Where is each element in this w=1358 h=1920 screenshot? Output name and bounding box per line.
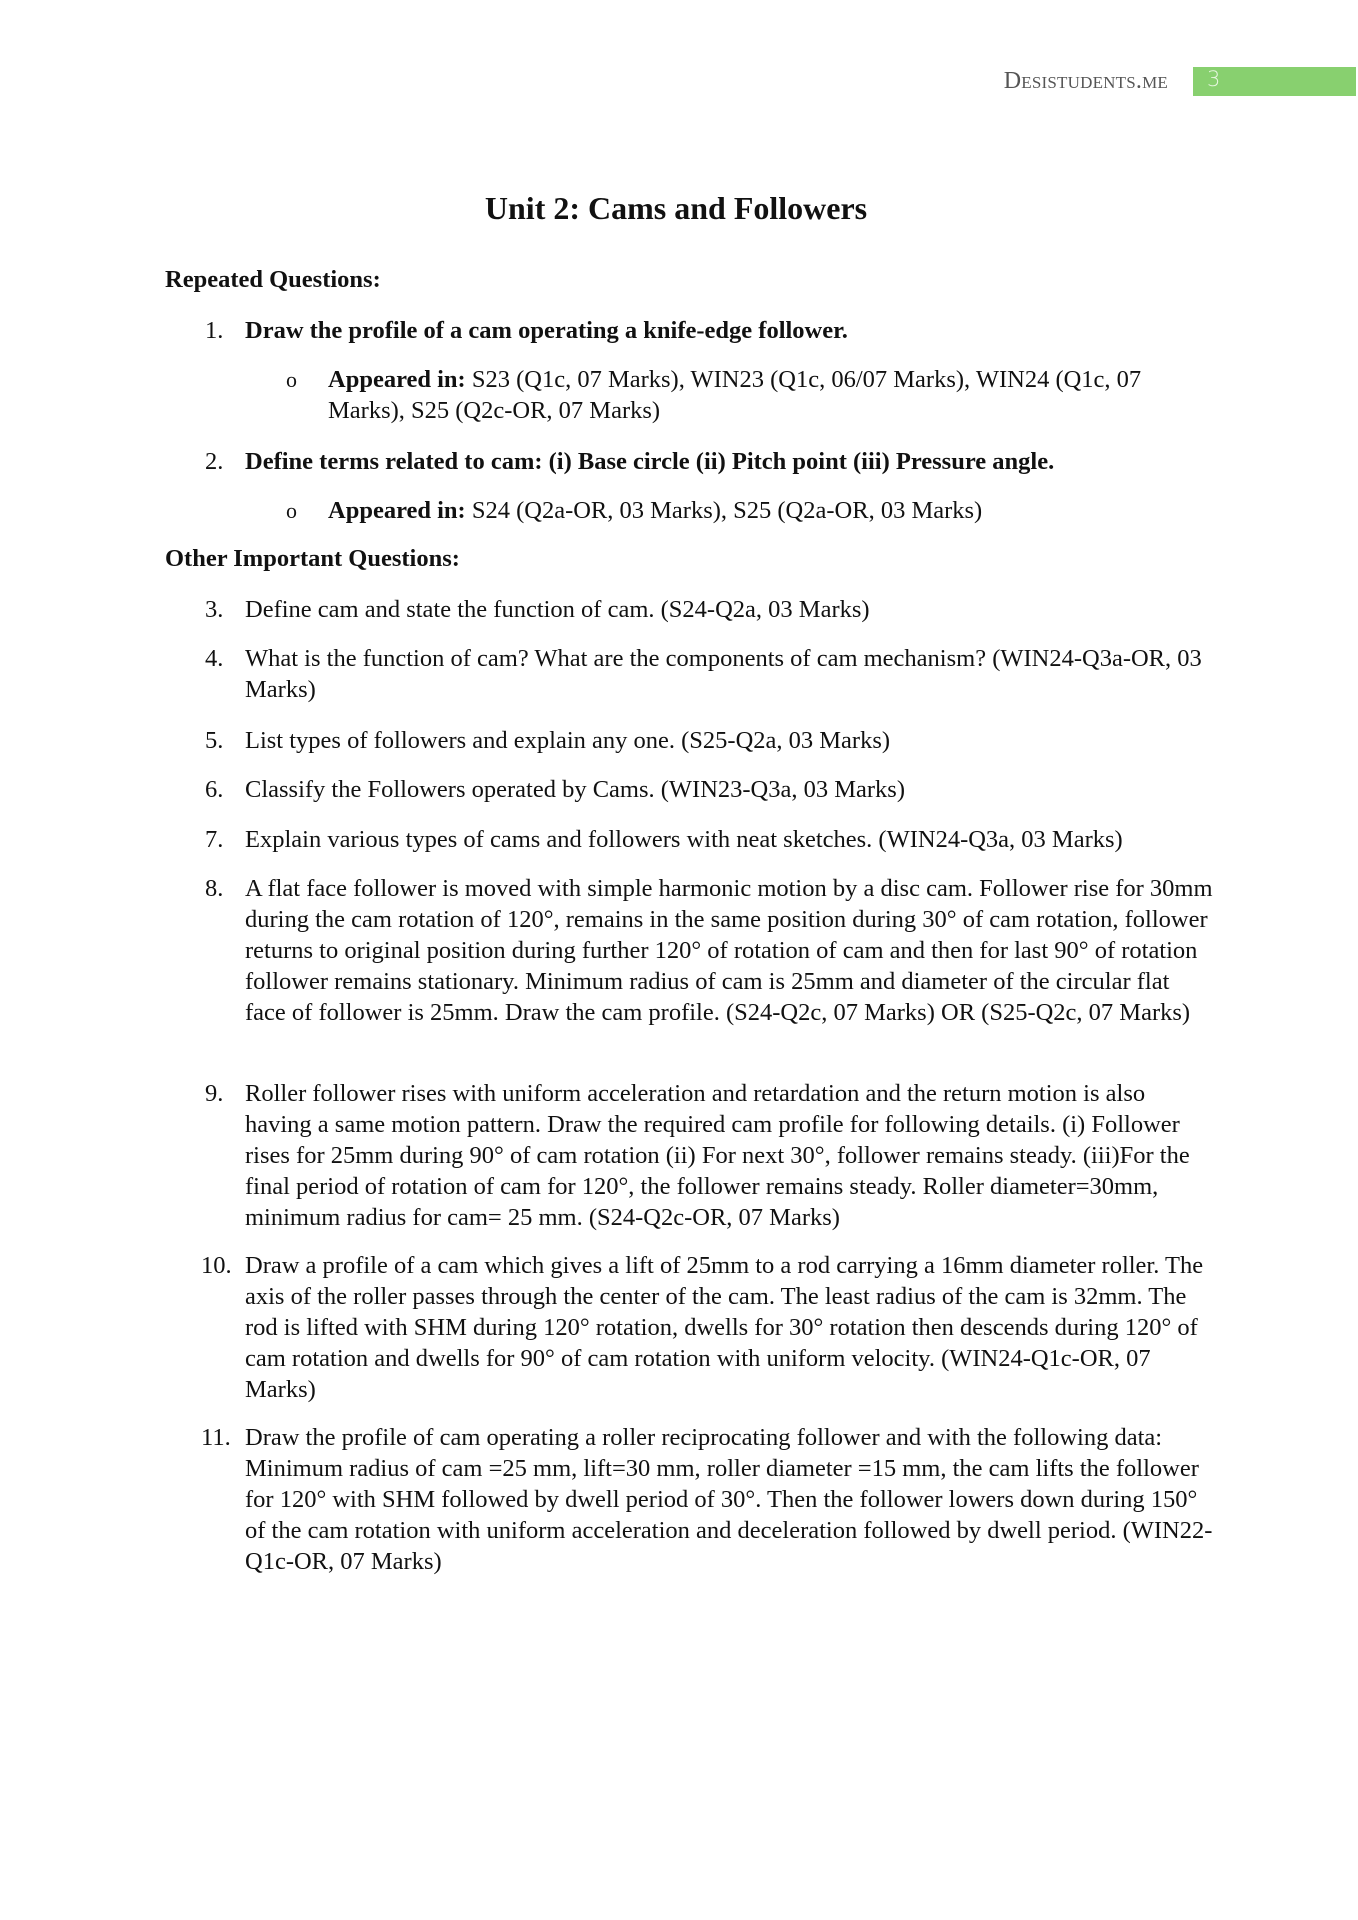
question-text: Define terms related to cam: (i) Base circle (ii) Pitch point (iii) Pressure angle. <box>245 448 1055 475</box>
page-title: Unit 2: Cams and Followers <box>484 190 868 226</box>
bullet-icon: o <box>286 498 297 523</box>
question-number: 8. <box>205 875 224 902</box>
question-text: Draw a profile of a cam which gives a lift of 25mm to a rod carrying a 16mm diameter roller. The axis of the roller passes through the center of the cam. The least radius of the cam is 32mm. The rod is lifted with SHM during 120° rotation, dwells for 30° rotation then descends during 120° of cam rotation and dwells for 90° of cam rotation with uniform velocity. (WIN24-Q1c-OR, 07 Marks) <box>245 1252 1204 1403</box>
site-name[interactable]: Desistudents.me <box>1003 68 1168 94</box>
appeared-in-item <box>286 364 1206 426</box>
appeared-label: Appeared in: <box>328 366 466 393</box>
question-text: Classify the Followers operated by Cams. (WIN23-Q3a, 03 Marks) <box>245 776 906 803</box>
page-number: 3 <box>1207 67 1221 91</box>
question-text: Draw the profile of cam operating a roller reciprocating follower and with the following data: Minimum radius of cam =25 mm, lift=30 mm, roller diameter =15 mm, the cam lifts the follower for 120° with SHM followed by dwell period of 30°. Then the follower lowers down during 150° of the cam rotation with uniform acceleration and deceleration followed by dwell period. (WIN22-Q1c-OR, 07 Marks) <box>245 1424 1213 1575</box>
question-text: List types of followers and explain any one. (S25-Q2a, 03 Marks) <box>245 727 891 754</box>
appeared-text: S23 (Q1c, 07 Marks), WIN23 (Q1c, 06/07 Marks), WIN24 (Q1c, 07 Marks), S25 (Q2c-OR, 07 Marks) <box>328 366 1142 424</box>
bullet-icon: o <box>286 367 297 392</box>
other-questions-heading: Other Important Questions: <box>165 545 460 572</box>
question-number: 2. <box>205 448 224 475</box>
question-item <box>205 774 1215 805</box>
question-item <box>205 643 1215 705</box>
question-text: What is the function of cam? What are the components of cam mechanism? (WIN24-Q3a-OR, 03 Marks) <box>245 645 1202 703</box>
appeared-label: Appeared in: <box>328 497 466 524</box>
question-text: Define cam and state the function of cam. (S24-Q2a, 03 Marks) <box>245 596 870 623</box>
page-header <box>0 66 1358 98</box>
question-number: 5. <box>205 727 224 754</box>
question-number: 3. <box>205 596 224 623</box>
question-item <box>205 1078 1215 1233</box>
question-item <box>205 725 1215 756</box>
question-text: Roller follower rises with uniform acceleration and retardation and the return motion is also having a same motion pattern. Draw the required cam profile for following details. (i) Follower rises for 25mm during 90° of cam rotation (ii) For next 30°, follower remains steady. (iii)For the final period of rotation of cam for 120°, the follower remains steady. Roller diameter=30mm, minimum radius for cam= 25 mm. (S24-Q2c-OR, 07 Marks) <box>245 1080 1190 1231</box>
question-text: Explain various types of cams and followers with neat sketches. (WIN24-Q3a, 03 Marks) <box>245 826 1123 853</box>
question-number: 11. <box>201 1424 231 1451</box>
question-text: Draw the profile of a cam operating a knife-edge follower. <box>245 317 848 344</box>
repeated-questions-heading: Repeated Questions: <box>165 266 381 293</box>
question-number: 4. <box>205 645 224 672</box>
question-item <box>205 446 1215 477</box>
question-item <box>205 873 1215 1028</box>
question-number: 9. <box>205 1080 224 1107</box>
question-item <box>201 1250 1215 1405</box>
page-number-bar <box>1193 67 1356 96</box>
question-number: 6. <box>205 776 224 803</box>
question-item <box>205 594 1215 625</box>
question-number: 1. <box>205 317 224 344</box>
question-number: 7. <box>205 826 224 853</box>
question-item <box>205 315 1215 346</box>
appeared-in-item <box>286 495 1206 526</box>
question-number: 10. <box>201 1252 232 1279</box>
appeared-text: S24 (Q2a-OR, 03 Marks), S25 (Q2a-OR, 03 Marks) <box>465 497 983 524</box>
question-item <box>205 824 1215 855</box>
question-item <box>201 1422 1215 1577</box>
question-text: A flat face follower is moved with simple harmonic motion by a disc cam. Follower rise for 30mm during the cam rotation of 120°, remains in the same position during 30° of cam rotation, follower returns to original position during further 120° of rotation of cam and then for last 90° of rotation follower remains stationary. Minimum radius of cam is 25mm and diameter of the circular flat face of follower is 25mm. Draw the cam profile. (S24-Q2c, 07 Marks) OR (S25-Q2c, 07 Marks) <box>245 875 1213 1026</box>
